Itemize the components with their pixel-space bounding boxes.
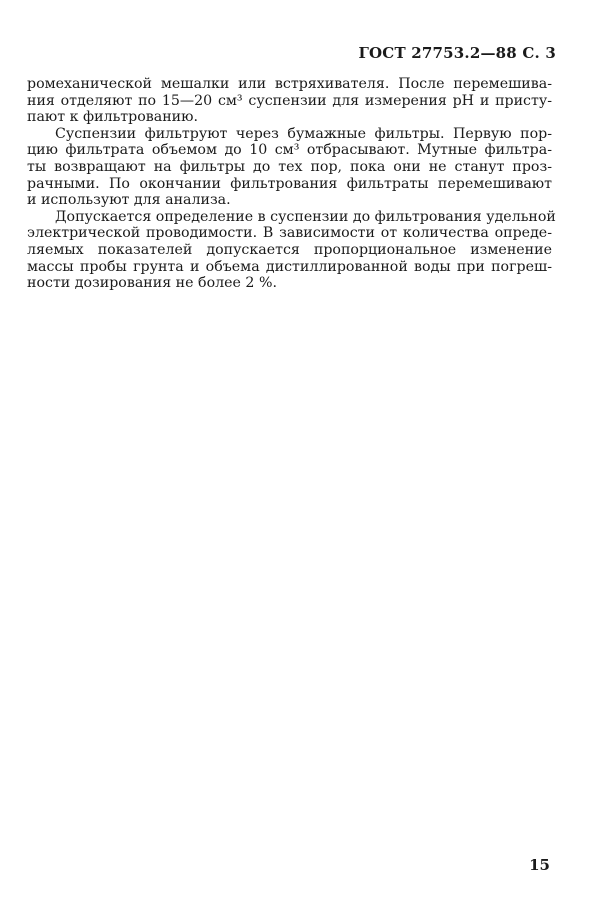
text-line: ния отделяют по 15—20 см³ суспензии для измерения pH и присту- <box>27 92 552 109</box>
text-line: ляемых показателей допускается пропорциональное изменение <box>27 241 552 258</box>
paragraph-3 <box>27 208 556 292</box>
text-line: ты возвращают на фильтры до тех пор, пока они не станут проз- <box>27 158 552 175</box>
text-line: цию фильтрата объемом до 10 см³ отбрасывают. Мутные фильтра- <box>27 142 552 159</box>
text-line: Суспензии фильтруют через бумажные фильтры. Первую пор- <box>55 125 552 142</box>
page-number: 15 <box>529 856 550 874</box>
standard-header: ГОСТ 27753.2—88 С. 3 <box>358 44 556 62</box>
text-line: рачными. По окончании фильтрования фильтраты перемешивают <box>27 175 552 192</box>
paragraph-1 <box>27 76 552 126</box>
paragraph-2 <box>27 126 552 209</box>
body-text <box>27 76 556 292</box>
text-line: и используют для анализа. <box>27 192 231 209</box>
text-line: пают к фильтрованию. <box>27 109 198 126</box>
text-line: ромеханической мешалки или встряхивателя. После перемешива- <box>27 76 552 92</box>
text-line: массы пробы грунта и объема дистиллированной воды при погреш- <box>27 258 552 275</box>
text-line: ности дозирования не более 2 %. <box>27 275 277 292</box>
text-line: электрической проводимости. В зависимости от количества опреде- <box>27 225 552 242</box>
text-line: Допускается определение в суспензии до фильтрования удельной <box>55 208 556 225</box>
